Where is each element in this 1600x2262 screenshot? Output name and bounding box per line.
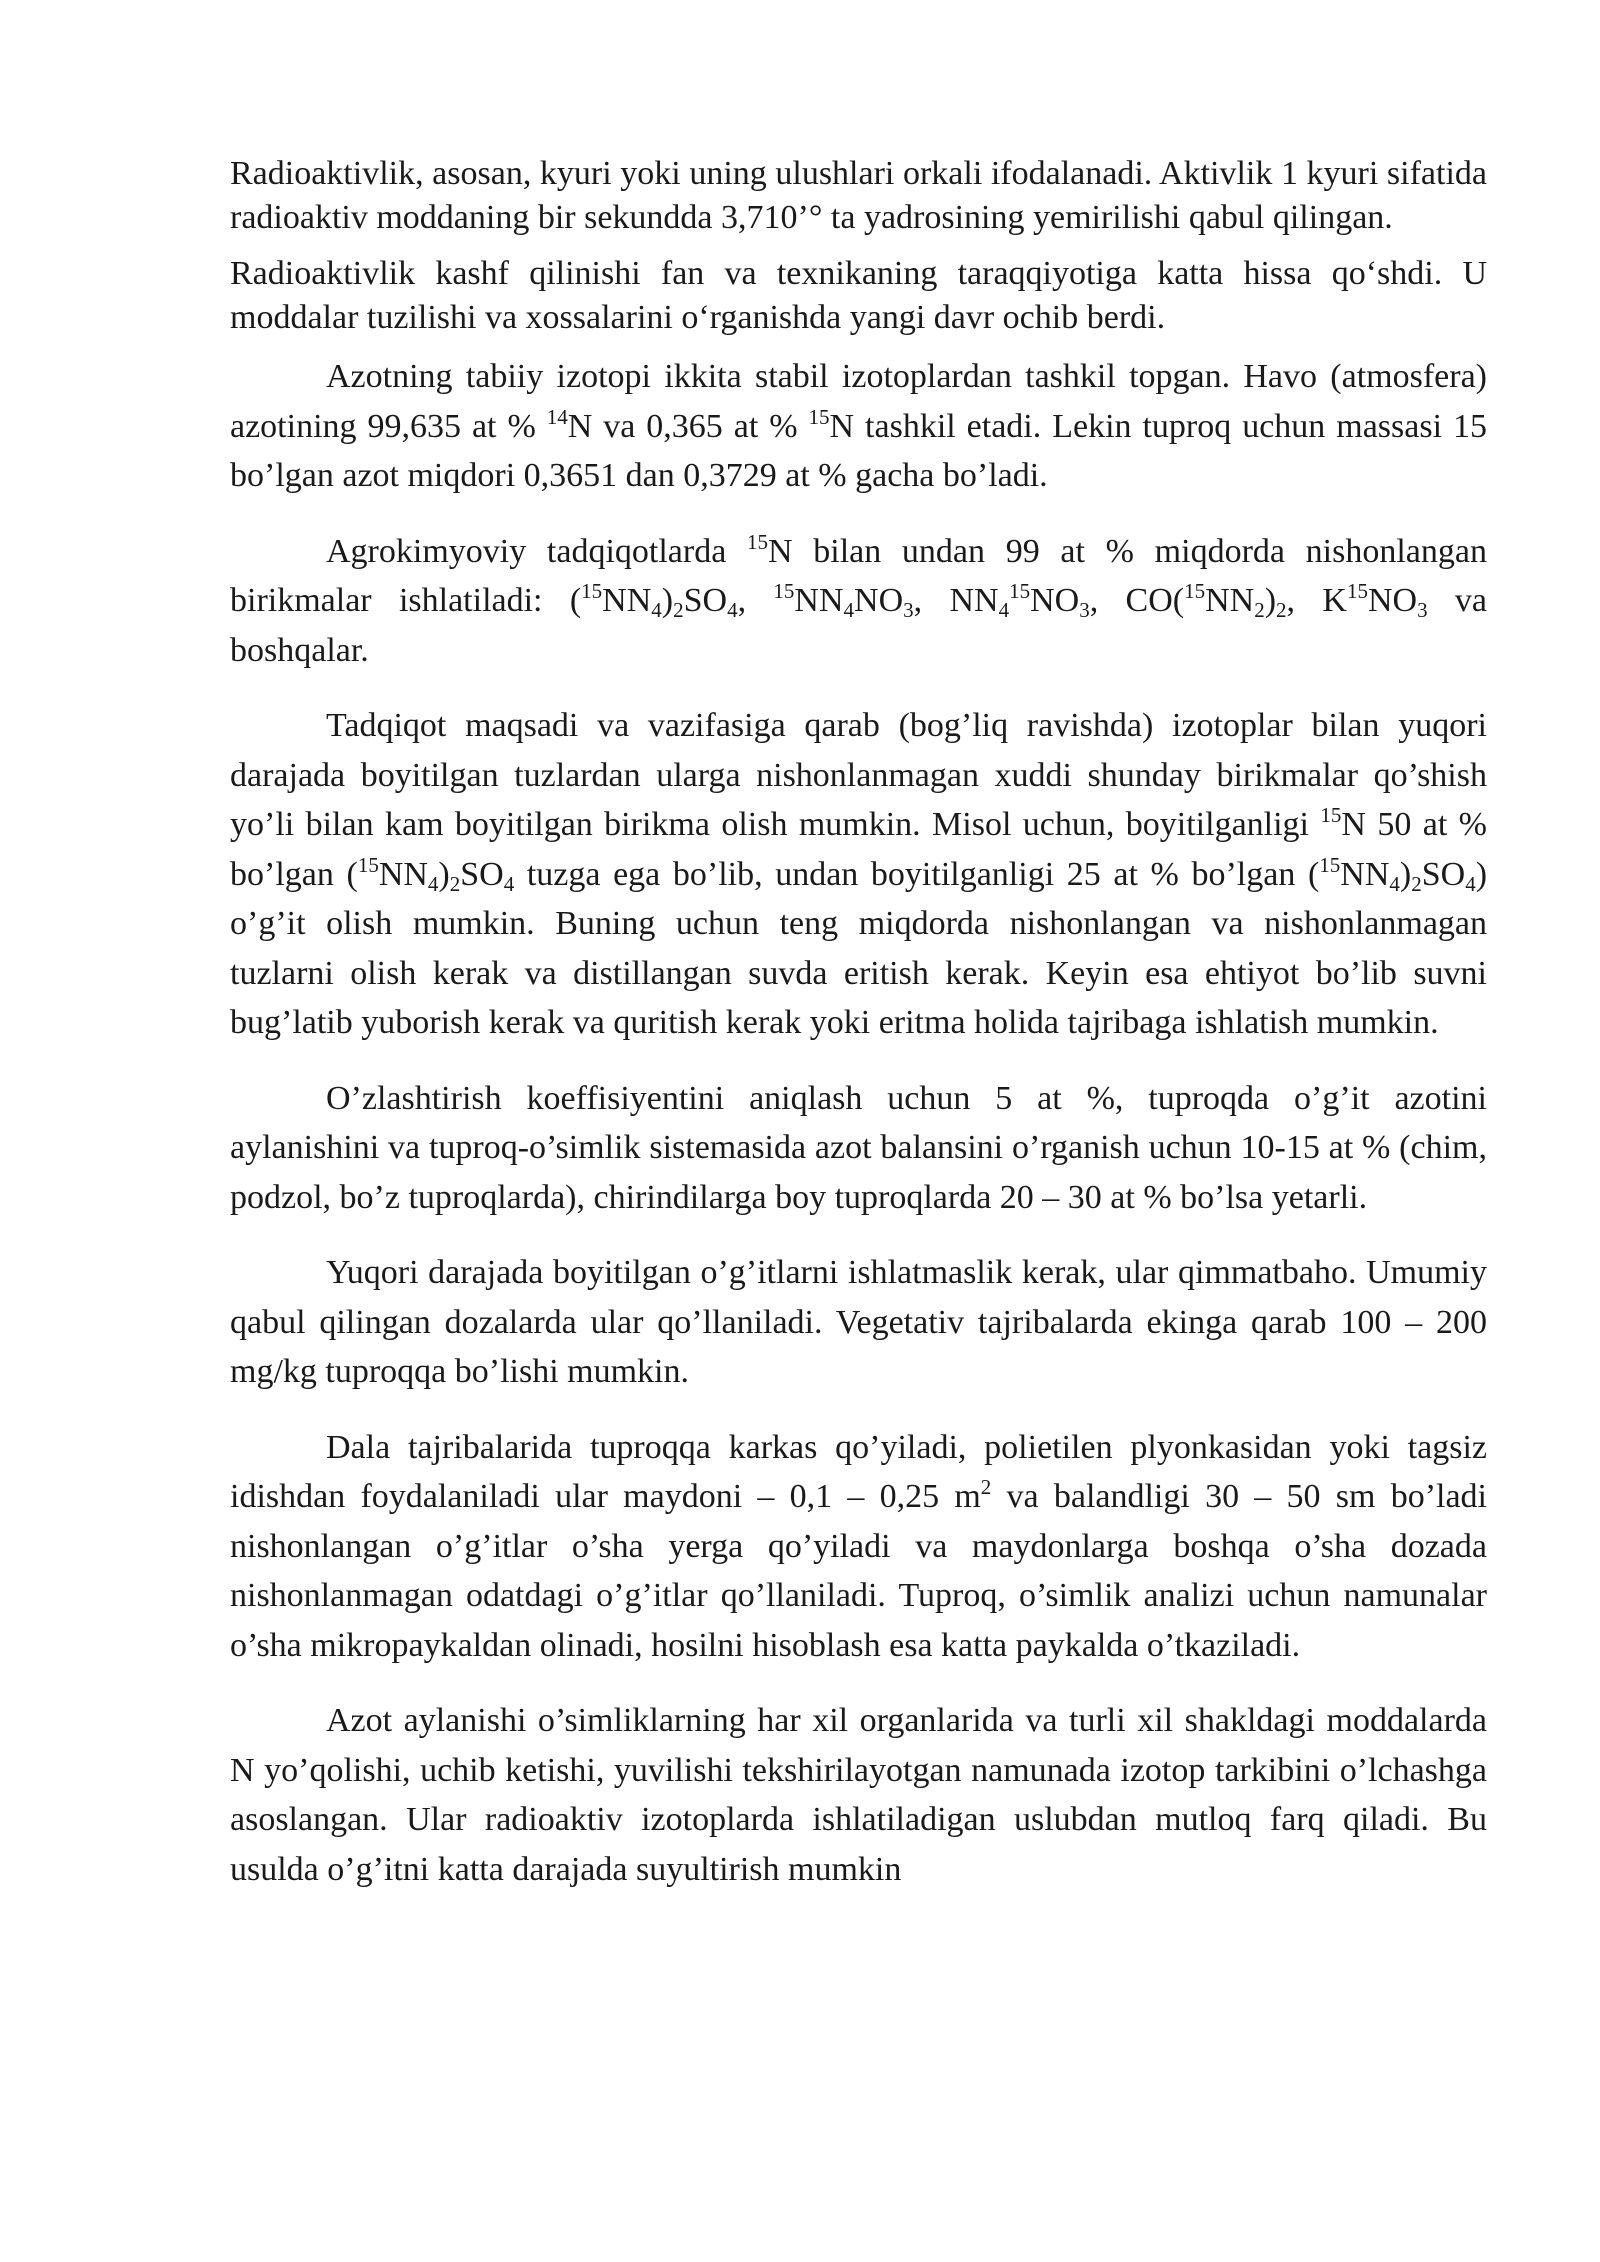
superscript: 15 bbox=[747, 529, 768, 554]
text-run: , K bbox=[1286, 582, 1347, 619]
paragraph-2 bbox=[230, 252, 1487, 340]
text-run: Radioaktivlik kashf qilinishi fan va texnikaning taraqqiyotiga katta hissa qo‘shdi. U moddalar tuzilishi va xossalarini o‘rganishda yangi davr ochib berdi. bbox=[230, 255, 1487, 336]
text-run: ) bbox=[1399, 855, 1412, 893]
paragraph-6 bbox=[230, 1074, 1487, 1223]
subscript: 2 bbox=[1276, 598, 1287, 622]
text-run: NO bbox=[854, 582, 904, 619]
subscript: 4 bbox=[1465, 871, 1476, 896]
text-run: O’zlashtirish koeffisiyentini aniqlash uchun 5 at %, tuproqda o’g’it azotini aylanishini va tuproq-o’simlik sistemasida azot balansini o’rganish uchun 10-15 at % (chim, podzol, bo’z tuproqlarda), chirindilarga boy tuproqlarda 20 – 30 at % bo’lsa yetarli. bbox=[230, 1079, 1487, 1216]
text-run: ) bbox=[661, 582, 674, 619]
paragraph-3 bbox=[230, 352, 1487, 501]
text-run: ) bbox=[438, 855, 450, 893]
subscript: 4 bbox=[651, 598, 662, 622]
text-run: SO bbox=[683, 582, 728, 619]
text-run: , CO( bbox=[1089, 582, 1185, 619]
subscript: 2 bbox=[449, 871, 461, 896]
document-page bbox=[230, 152, 1487, 1920]
paragraph-8 bbox=[230, 1423, 1487, 1671]
text-run: NN bbox=[794, 582, 844, 619]
subscript: 3 bbox=[1079, 598, 1090, 622]
text-run: Dala tajribalarida tuproqqa karkas qo’yiladi, polietilen plyonkasidan yoki tagsiz idishdan foydalaniladi ular maydoni – 0,1 – 0,25 m bbox=[230, 1428, 1487, 1515]
subscript: 2 bbox=[673, 598, 684, 622]
text-run: tuzga ega bo’lib, undan boyitilganligi 25 at % bo’lgan ( bbox=[514, 855, 1320, 893]
subscript: 2 bbox=[1411, 871, 1422, 896]
paragraph-1 bbox=[230, 152, 1487, 240]
text-run: NO bbox=[1030, 582, 1080, 619]
text-run: Radioaktivlik, asosan, kyuri yoki uning ulushlari orkali ifodalanadi. Aktivlik 1 kyuri sifatida radioaktiv moddaning bir sekundda 3,710’° ta yadrosining yemirilishi qabul qilingan. bbox=[230, 155, 1487, 236]
superscript: 15 bbox=[1320, 803, 1342, 827]
subscript: 2 bbox=[1254, 598, 1265, 622]
superscript: 15 bbox=[808, 404, 830, 429]
text-run: NO bbox=[1367, 582, 1418, 619]
text-run: NN bbox=[1340, 855, 1390, 893]
subscript: 4 bbox=[427, 871, 439, 896]
text-run: ) bbox=[1264, 582, 1277, 619]
text-run: NN bbox=[602, 582, 652, 619]
text-run: N bilan undan 99 at % miqdorda nishonlangan birikmalar ishlatiladi: ( bbox=[230, 532, 1487, 619]
subscript: 4 bbox=[843, 598, 855, 622]
superscript: 15 bbox=[1184, 579, 1206, 603]
text-run: NN bbox=[378, 855, 428, 893]
text-run: N 50 at % bo’lgan ( bbox=[230, 806, 1487, 893]
superscript: 15 bbox=[1009, 579, 1031, 603]
text-run: ) o’g’it olish mumkin. Buning uchun teng miqdorda nishonlangan va nishonlanmagan tuzlarni olish kerak va distillangan suvda eritish kerak. Keyin esa ehtiyot bo’lib suvni bug’latib yuborish kerak va quritish kerak yoki eritma holida tajribaga ishlatish mumkin. bbox=[230, 855, 1488, 1041]
paragraph-4 bbox=[230, 527, 1487, 676]
paragraph-7 bbox=[230, 1248, 1487, 1397]
text-run: Agrokimyoviy tadqiqotlarda bbox=[326, 532, 747, 570]
superscript: 15 bbox=[1346, 579, 1368, 603]
text-run: N va 0,365 at % bbox=[567, 407, 809, 445]
superscript: 14 bbox=[546, 404, 568, 429]
text-run: Yuqori darajada boyitilgan o’g’itlarni ishlatmaslik kerak, ular qimmatbaho. Umumiy qabul qilingan dozalarda ular qo’llaniladi. Vegetativ tajribalarda ekinga qarab 100 – 200 mg/kg tuproqqa bo’lishi mumkin. bbox=[230, 1254, 1487, 1390]
paragraph-9 bbox=[230, 1696, 1487, 1894]
text-run: Azotning tabiiy izotopi ikkita stabil izotoplardan tashkil topgan. Havo (atmosfera) azotining 99,635 at % bbox=[230, 358, 1487, 445]
subscript: 3 bbox=[1417, 598, 1428, 622]
subscript: 4 bbox=[998, 598, 1010, 622]
superscript: 15 bbox=[581, 579, 603, 603]
text-run: Tadqiqot maqsadi va vazifasiga qarab (bog’liq ravishda) izotoplar bilan yuqori darajada boyitilgan tuzlardan ularga nishonlanmagan xuddi shunday birikmalar qo’shish yo’li bilan kam boyitilgan birikma olish mumkin. Misol uchun, boyitilganligi bbox=[230, 707, 1487, 843]
text-run: N tashkil etadi. Lekin tuproq uchun massasi 15 bo’lgan azot miqdori 0,3651 dan 0,3729 at % gacha bo’ladi. bbox=[230, 407, 1487, 494]
superscript: 15 bbox=[1319, 852, 1341, 877]
text-run: , NN bbox=[913, 582, 999, 619]
superscript: 2 bbox=[980, 1475, 992, 1499]
subscript: 4 bbox=[503, 871, 515, 896]
paragraph-5 bbox=[230, 701, 1487, 1048]
text-run: Azot aylanishi o’simliklarning har xil organlarida va turli xil shakldagi moddalarda N yo’qolishi, uchib ketishi, yuvilishi tekshirilayotgan namunada izotop tarkibini o’lchashga asoslangan. Ular radioaktiv izotoplarda ishlatiladigan uslubdan mutloq farq qiladi. Bu usulda o’g’itni katta darajada suyultirish mumkin bbox=[230, 1702, 1487, 1888]
superscript: 15 bbox=[773, 579, 795, 603]
text-run: SO bbox=[1421, 855, 1466, 893]
text-run: va balandligi 30 – 50 sm bo’ladi nishonlangan o’g’itlar o’sha yerga qo’yiladi va maydonlarga boshqa o’sha dozada nishonlanmagan odatdagi o’g’itlar qo’llaniladi. Tuproq, o’simlik analizi uchun namunalar o’sha mikropaykaldan olinadi, hosilni hisoblash esa katta paykalda o’tkaziladi. bbox=[230, 1478, 1488, 1664]
subscript: 4 bbox=[1389, 871, 1400, 896]
text-run: , bbox=[737, 582, 774, 619]
text-run: NN bbox=[1205, 582, 1255, 619]
superscript: 15 bbox=[357, 852, 379, 877]
subscript: 4 bbox=[727, 598, 738, 622]
text-run: SO bbox=[460, 855, 504, 893]
text-run: va boshqalar. bbox=[230, 582, 1487, 669]
subscript: 3 bbox=[903, 598, 914, 622]
